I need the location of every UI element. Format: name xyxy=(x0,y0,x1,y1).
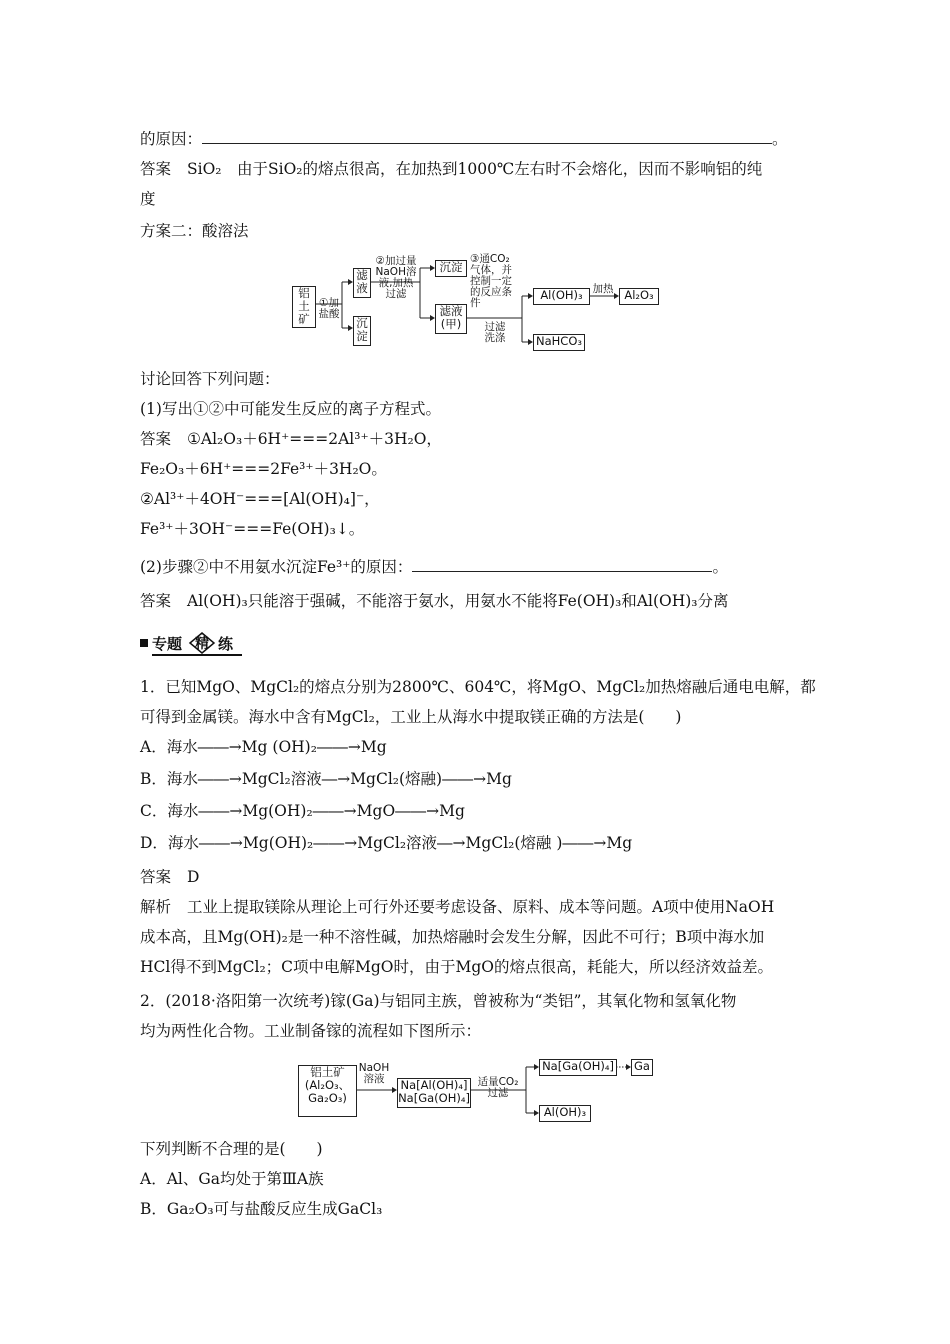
text-line: 讨论回答下列问题： xyxy=(140,370,280,388)
text-line: (1)写出①②中可能发生反应的离子方程式。 xyxy=(140,400,441,418)
text-line: 方案二：酸溶法 xyxy=(140,222,249,240)
question-1-line: 可得到金属镁。海水中含有MgCl₂，工业上从海水中提取镁正确的方法是( ) xyxy=(140,708,682,726)
section-title-a: 专题 xyxy=(152,635,183,653)
answer-line: 答案 D xyxy=(140,868,200,886)
text-line: (2)步骤②中不用氨水沉淀Fe³⁺的原因： 。 xyxy=(140,558,728,576)
precipitate2-box: 沉淀 xyxy=(435,260,467,277)
text-line: ②Al³⁺＋4OH⁻===[Al(OH)₄]⁻， xyxy=(140,490,380,508)
option-a: A．Al、Ga均处于第ⅢA族 xyxy=(140,1170,324,1188)
explanation-line: 解析 工业上提取镁除从理论上可行外还要考虑设备、原料、成本等问题。A项中使用NaOH xyxy=(140,898,775,916)
option-d: D．海水――→Mg(OH)₂――→MgCl₂溶液―→MgCl₂(熔融 )――→Mg xyxy=(140,834,633,852)
section-heading xyxy=(140,632,242,656)
precipitate-box: 沉 淀 xyxy=(353,316,371,346)
answer-line: 答案 ①Al₂O₃＋6H⁺===2Al³⁺＋3H₂O， xyxy=(140,430,442,448)
text-line: 度 xyxy=(140,190,156,208)
section-title-c: 练 xyxy=(218,635,234,653)
text-line: Fe₂O₃＋6H⁺===2Fe³⁺＋3H₂O。 xyxy=(140,460,387,478)
step2-label: ②加过量 NaOH溶 液,加热 过滤 xyxy=(375,255,417,300)
answer-label: 答案 xyxy=(140,430,172,448)
naoh-label: NaOH 溶液 xyxy=(358,1062,390,1085)
answer-blank xyxy=(202,129,772,144)
answer-blank xyxy=(412,557,712,572)
explanation-line: 成本高，且Mg(OH)₂是一种不溶性碱，加热熔融时会发生分解，因此不可行；B项中海水加 xyxy=(140,928,765,946)
filtrate-jia-box: 滤液 (甲) xyxy=(435,304,467,334)
heat-label: 加热 xyxy=(592,283,614,295)
question-2-line: 下列判断不合理的是( ) xyxy=(140,1140,323,1158)
step3b-label: 过滤 洗涤 xyxy=(484,321,506,344)
filtrate-box: 滤 液 xyxy=(353,268,371,298)
flow-diagram-acid xyxy=(292,254,672,354)
explanation-label: 解析 xyxy=(140,898,172,916)
explanation-line: HCl得不到MgCl₂；C项中电解MgO时，由于MgO的熔点很高，耗能大，所以经济效益差。 xyxy=(140,958,774,976)
bauxite-box: 铝 土 矿 xyxy=(292,286,316,328)
option-b: B．Ga₂O₃可与盐酸反应生成GaCl₃ xyxy=(140,1200,383,1218)
flow-diagram-gallium xyxy=(298,1055,658,1127)
bauxite-ga-box: 铝土矿 (Al₂O₃、 Ga₂O₃) xyxy=(298,1065,357,1117)
sodium-aluminate-box: Na[Al(OH)₄] Na[Ga(OH)₄] xyxy=(397,1078,471,1108)
question-2-line: 2．(2018·洛阳第一次统考)镓(Ga)与铝同主族，曾被称为“类铝”，其氧化物和氢氧化物 xyxy=(140,992,737,1010)
answer-line: 答案 Al(OH)₃只能溶于强碱，不能溶于氨水，用氨水不能将Fe(OH)₃和Al(OH)₃分离 xyxy=(140,592,729,610)
option-c: C．海水――→Mg(OH)₂――→MgO――→Mg xyxy=(140,802,465,820)
aloh3-box: Al(OH)₃ xyxy=(533,288,590,305)
answer-label: 答案 xyxy=(140,160,172,178)
question-2-line: 均为两性化合物。工业制备镓的流程如下图所示： xyxy=(140,1022,482,1040)
nahco3-box: NaHCO₃ xyxy=(533,334,585,351)
step1-label: ①加 盐酸 xyxy=(318,297,340,320)
option-a: A．海水――→Mg (OH)₂――→Mg xyxy=(140,738,387,756)
answer-label: 答案 xyxy=(140,868,172,886)
question-1-line: 1．已知MgO、MgCl₂的熔点分别为2800℃、604℃，将MgO、MgCl₂加热熔融后通电电解，都 xyxy=(140,678,816,696)
answer-line: 答案 SiO₂ 由于SiO₂的熔点很高，在加热到1000℃左右时不会熔化，因而不影响铝的纯 xyxy=(140,160,763,178)
ga-box: Ga xyxy=(631,1059,653,1076)
sodium-gallate-box: Na[Ga(OH)₄] xyxy=(539,1059,617,1076)
text-line: Fe³⁺＋3OH⁻===Fe(OH)₃↓。 xyxy=(140,520,365,538)
aloh3-ga-box: Al(OH)₃ xyxy=(539,1105,591,1122)
step3-label: ③通CO₂ 气体，并 控制一定 的反应条 件 xyxy=(470,253,512,309)
section-title-b: 精 xyxy=(195,636,209,652)
option-b: B．海水――→MgCl₂溶液―→MgCl₂(熔融)――→Mg xyxy=(140,770,512,788)
answer-label: 答案 xyxy=(140,592,172,610)
al2o3-box: Al₂O₃ xyxy=(619,288,659,305)
co2-label: 适量CO₂ 过滤 xyxy=(477,1076,519,1099)
text-line: 的原因： 。 xyxy=(140,130,788,148)
